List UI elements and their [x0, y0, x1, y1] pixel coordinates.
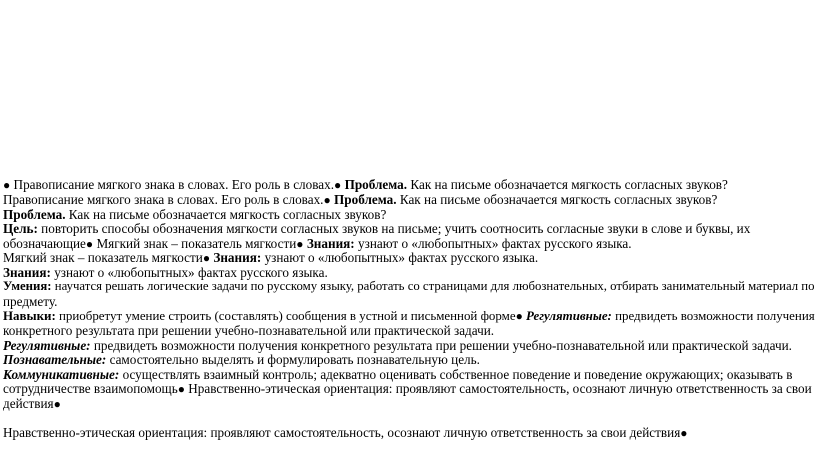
bullet-icon: ● [334, 178, 342, 192]
text-segment: Как на письме обозначается мягкость согласных звуков? [407, 177, 728, 192]
paragraph-line-15 [3, 381, 812, 396]
bullet-icon: ● [177, 382, 185, 396]
paragraph-line-1 [3, 177, 728, 192]
paragraph-line-11 [3, 323, 494, 338]
text-segment: обозначающие [3, 236, 86, 251]
paragraph-line-12 [3, 338, 792, 353]
label-knowledge: Знания: [3, 265, 51, 280]
text-segment: научатся решать логические задачи по русскому языку, работать со страницами для любознательных, отбирать занимательный материал по [51, 279, 815, 293]
paragraph-line-13 [3, 352, 480, 367]
text-segment: сотрудничестве взаимопомощь [3, 381, 178, 396]
text-segment: Правописание мягкого знака в словах. Его роль в словах. [3, 192, 324, 207]
bullet-icon: ● [53, 397, 61, 411]
bullet-icon: ● [85, 237, 94, 251]
label-cognitive: Познавательные: [3, 352, 107, 367]
paragraph-line-17 [3, 425, 688, 440]
text-segment: приобретут умение строить (составлять) сообщения в устной и письменной форме [55, 308, 516, 323]
label-problem: Проблема. [3, 207, 66, 222]
label-abilities: Навыки: [3, 308, 56, 323]
bullet-icon: ● [202, 251, 211, 265]
text-segment: Как на письме обозначается мягкость согласных звуков? [396, 192, 718, 207]
paragraph-line-5 [3, 236, 632, 251]
text-segment: конкретного результата при решении учебно-познавательной или практической задачи. [3, 323, 495, 338]
label-goal: Цель: [3, 221, 38, 236]
label-knowledge: Знания: [303, 236, 355, 251]
paragraph-line-3 [3, 207, 386, 222]
bullet-icon: ● [296, 237, 304, 251]
text-segment: предвидеть возможности получения [611, 308, 815, 323]
label-regulative: Регулятивные: [522, 308, 612, 323]
paragraph-line-10 [3, 308, 815, 323]
paragraph-line-14 [3, 367, 792, 382]
paragraph-line-6 [3, 250, 538, 265]
text-segment: предвидеть возможности получения конкретного результата при решении учебно-познавательной или практической задачи. [90, 338, 792, 353]
text-segment: самостоятельно выделять и формулировать познавательную цель. [106, 352, 480, 367]
text-segment: действия [3, 396, 54, 411]
text-segment: повторить способы обозначения мягкости согласных звуков на письме; учить соотносить согласные звуки в слове и буквы, их [37, 221, 751, 236]
text-segment: Нравственно-этическая ориентация: проявляют самостоятельность, осознают личную ответственность за свои [184, 381, 812, 396]
text-segment: Нравственно-этическая ориентация: проявляют самостоятельность, осознают личную ответственность за свои действия [3, 425, 681, 440]
text-segment: узнают о «любопытных» фактах русского языка. [354, 236, 632, 251]
paragraph-line-16 [3, 396, 61, 411]
label-regulative: Регулятивные: [3, 338, 91, 353]
text-segment: осуществлять взаимный контроль; адекватно оценивать собственное поведение и поведение окружающих; оказывать в [119, 367, 793, 382]
text-segment: Мягкий знак – показатель мягкости [93, 236, 297, 251]
label-problem: Проблема. [330, 192, 397, 207]
paragraph-line-2 [3, 192, 717, 207]
bullet-icon: ● [323, 193, 331, 207]
text-segment: Правописание мягкого знака в словах. Его роль в словах. [10, 177, 335, 192]
text-segment: узнают о «любопытных» фактах русского языка. [50, 265, 328, 280]
paragraph-line-9 [3, 294, 57, 309]
label-knowledge: Знания: [210, 250, 262, 265]
label-skills: Умения: [3, 279, 52, 293]
paragraph-line-8 [3, 279, 815, 294]
text-segment: Как на письме обозначается мягкость согласных звуков? [65, 207, 387, 222]
bullet-icon: ● [3, 178, 11, 192]
label-problem: Проблема. [341, 177, 408, 192]
text-segment: Мягкий знак – показатель мягкости [3, 250, 203, 265]
paragraph-line-7 [3, 265, 328, 280]
text-segment: предмету. [3, 294, 58, 309]
bullet-icon: ● [515, 309, 523, 323]
label-communicative: Коммуникативные: [3, 367, 120, 382]
text-segment: узнают о «любопытных» фактах русского языка. [261, 250, 539, 265]
bullet-icon: ● [680, 426, 688, 440]
paragraph-line-4 [3, 221, 750, 236]
